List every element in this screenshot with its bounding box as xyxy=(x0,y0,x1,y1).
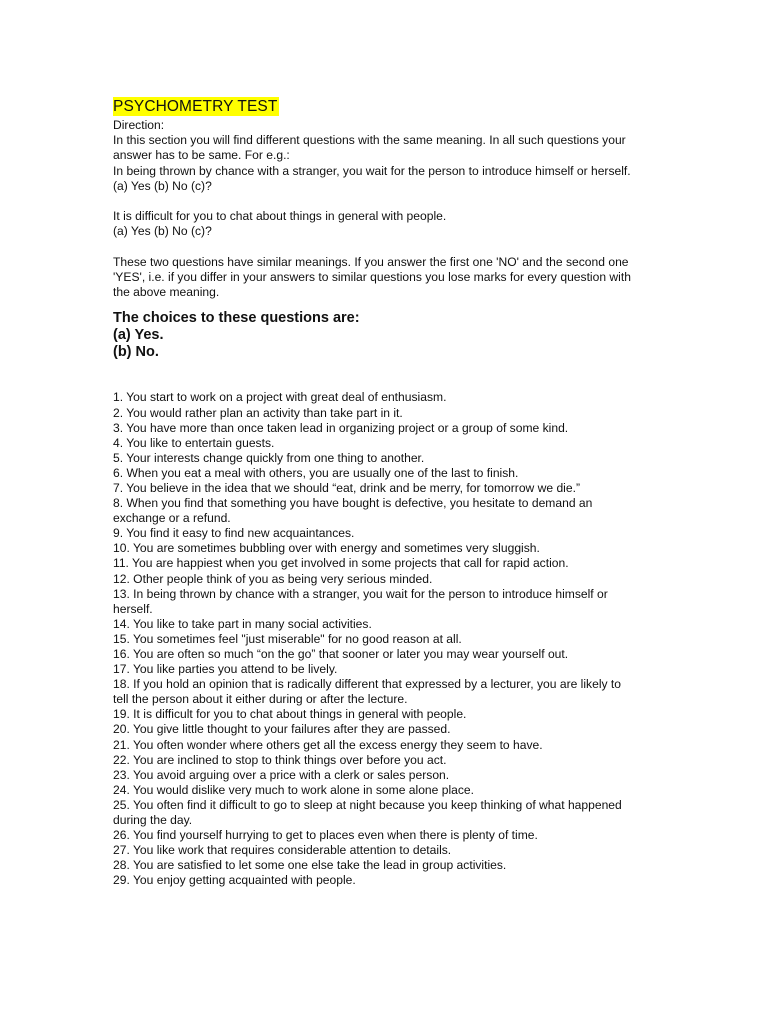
intro-line: In being thrown by chance with a stranger, you wait for the person to introduce himself or herself. xyxy=(113,163,631,178)
question-line: 18. If you hold an opinion that is radically different that expressed by a lecturer, you are likely to xyxy=(113,677,622,692)
choice-b: (b) No. xyxy=(113,344,159,361)
question-line: 17. You like parties you attend to be lively. xyxy=(113,662,338,677)
question-line: 9. You find it easy to find new acquaintances. xyxy=(113,526,355,541)
question-line: herself. xyxy=(113,601,153,616)
title-row xyxy=(113,97,658,117)
question-line: 3. You have more than once taken lead in organizing project or a group of some kind. xyxy=(113,420,569,435)
question-line: 20. You give little thought to your failures after they are passed. xyxy=(113,722,451,737)
question-line: 23. You avoid arguing over a price with a clerk or sales person. xyxy=(113,767,450,782)
question-line: 25. You often find it difficult to go to sleep at night because you keep thinking of what happened xyxy=(113,797,622,812)
question-line: 11. You are happiest when you get involved in some projects that call for rapid action. xyxy=(113,556,569,571)
question-line: 24. You would dislike very much to work alone in some alone place. xyxy=(113,782,475,797)
explanation-line: These two questions have similar meanings. If you answer the first one 'NO' and the second one xyxy=(113,254,629,269)
question-line: 19. It is difficult for you to chat about things in general with people. xyxy=(113,707,467,722)
question-line: 26. You find yourself hurrying to get to places even when there is plenty of time. xyxy=(113,828,538,843)
paragraph-gap xyxy=(113,240,658,255)
question-line: during the day. xyxy=(113,813,193,828)
choice-a: (a) Yes. xyxy=(113,327,164,344)
intro-line: In this section you will find different questions with the same meaning. In all such questions your xyxy=(113,133,626,148)
question-line: 1. You start to work on a project with great deal of enthusiasm. xyxy=(113,390,447,405)
question-line: 13. In being thrown by chance with a stranger, you wait for the person to introduce himself or xyxy=(113,586,608,601)
question-line: 22. You are inclined to stop to think things over before you act. xyxy=(113,752,447,767)
intro-line: answer has to be same. For e.g.: xyxy=(113,148,290,163)
question-line: 5. Your interests change quickly from one thing to another. xyxy=(113,450,425,465)
paragraph-gap xyxy=(113,194,658,209)
intro-line: (a) Yes (b) No (c)? xyxy=(113,178,212,193)
question-line: 7. You believe in the idea that we should “eat, drink and be merry, for tomorrow we die.” xyxy=(113,480,580,495)
question-list xyxy=(113,390,658,888)
intro-line: Direction: xyxy=(113,118,165,132)
choices-heading: The choices to these questions are: xyxy=(113,310,360,327)
question-line: tell the person about it either during or after the lecture. xyxy=(113,692,408,707)
question-line: 28. You are satisfied to let some one else take the lead in group activities. xyxy=(113,858,507,873)
explanation-line: 'YES', i.e. if you differ in your answers to similar questions you lose marks for every question with xyxy=(113,270,631,284)
question-line: 12. Other people think of you as being very serious minded. xyxy=(113,571,433,586)
question-line: 10. You are sometimes bubbling over with energy and sometimes very sluggish. xyxy=(113,541,540,556)
document-page xyxy=(113,97,658,889)
question-line: 21. You often wonder where others get all the excess energy they seem to have. xyxy=(113,737,543,752)
intro-section xyxy=(113,118,658,300)
question-line: 27. You like work that requires considerable attention to details. xyxy=(113,843,452,858)
question-line: 6. When you eat a meal with others, you are usually one of the last to finish. xyxy=(113,465,519,480)
choices-section xyxy=(113,310,658,361)
example-line: (a) Yes (b) No (c)? xyxy=(113,224,212,239)
question-line: exchange or a refund. xyxy=(113,511,231,526)
question-line: 29. You enjoy getting acquainted with people. xyxy=(113,873,356,888)
question-line: 16. You are often so much “on the go” that sooner or later you may wear yourself out. xyxy=(113,647,569,661)
question-line: 4. You like to entertain guests. xyxy=(113,435,275,450)
question-line: 15. You sometimes feel "just miserable" for no good reason at all. xyxy=(113,631,462,646)
question-line: 8. When you find that something you have bought is defective, you hesitate to demand an xyxy=(113,496,593,511)
question-line: 2. You would rather plan an activity than take part in it. xyxy=(113,405,403,420)
example-line: It is difficult for you to chat about things in general with people. xyxy=(113,209,447,224)
explanation-line: the above meaning. xyxy=(113,285,220,300)
question-line: 14. You like to take part in many social activities. xyxy=(113,616,372,631)
page-title: PSYCHOMETRY TEST xyxy=(113,98,278,115)
